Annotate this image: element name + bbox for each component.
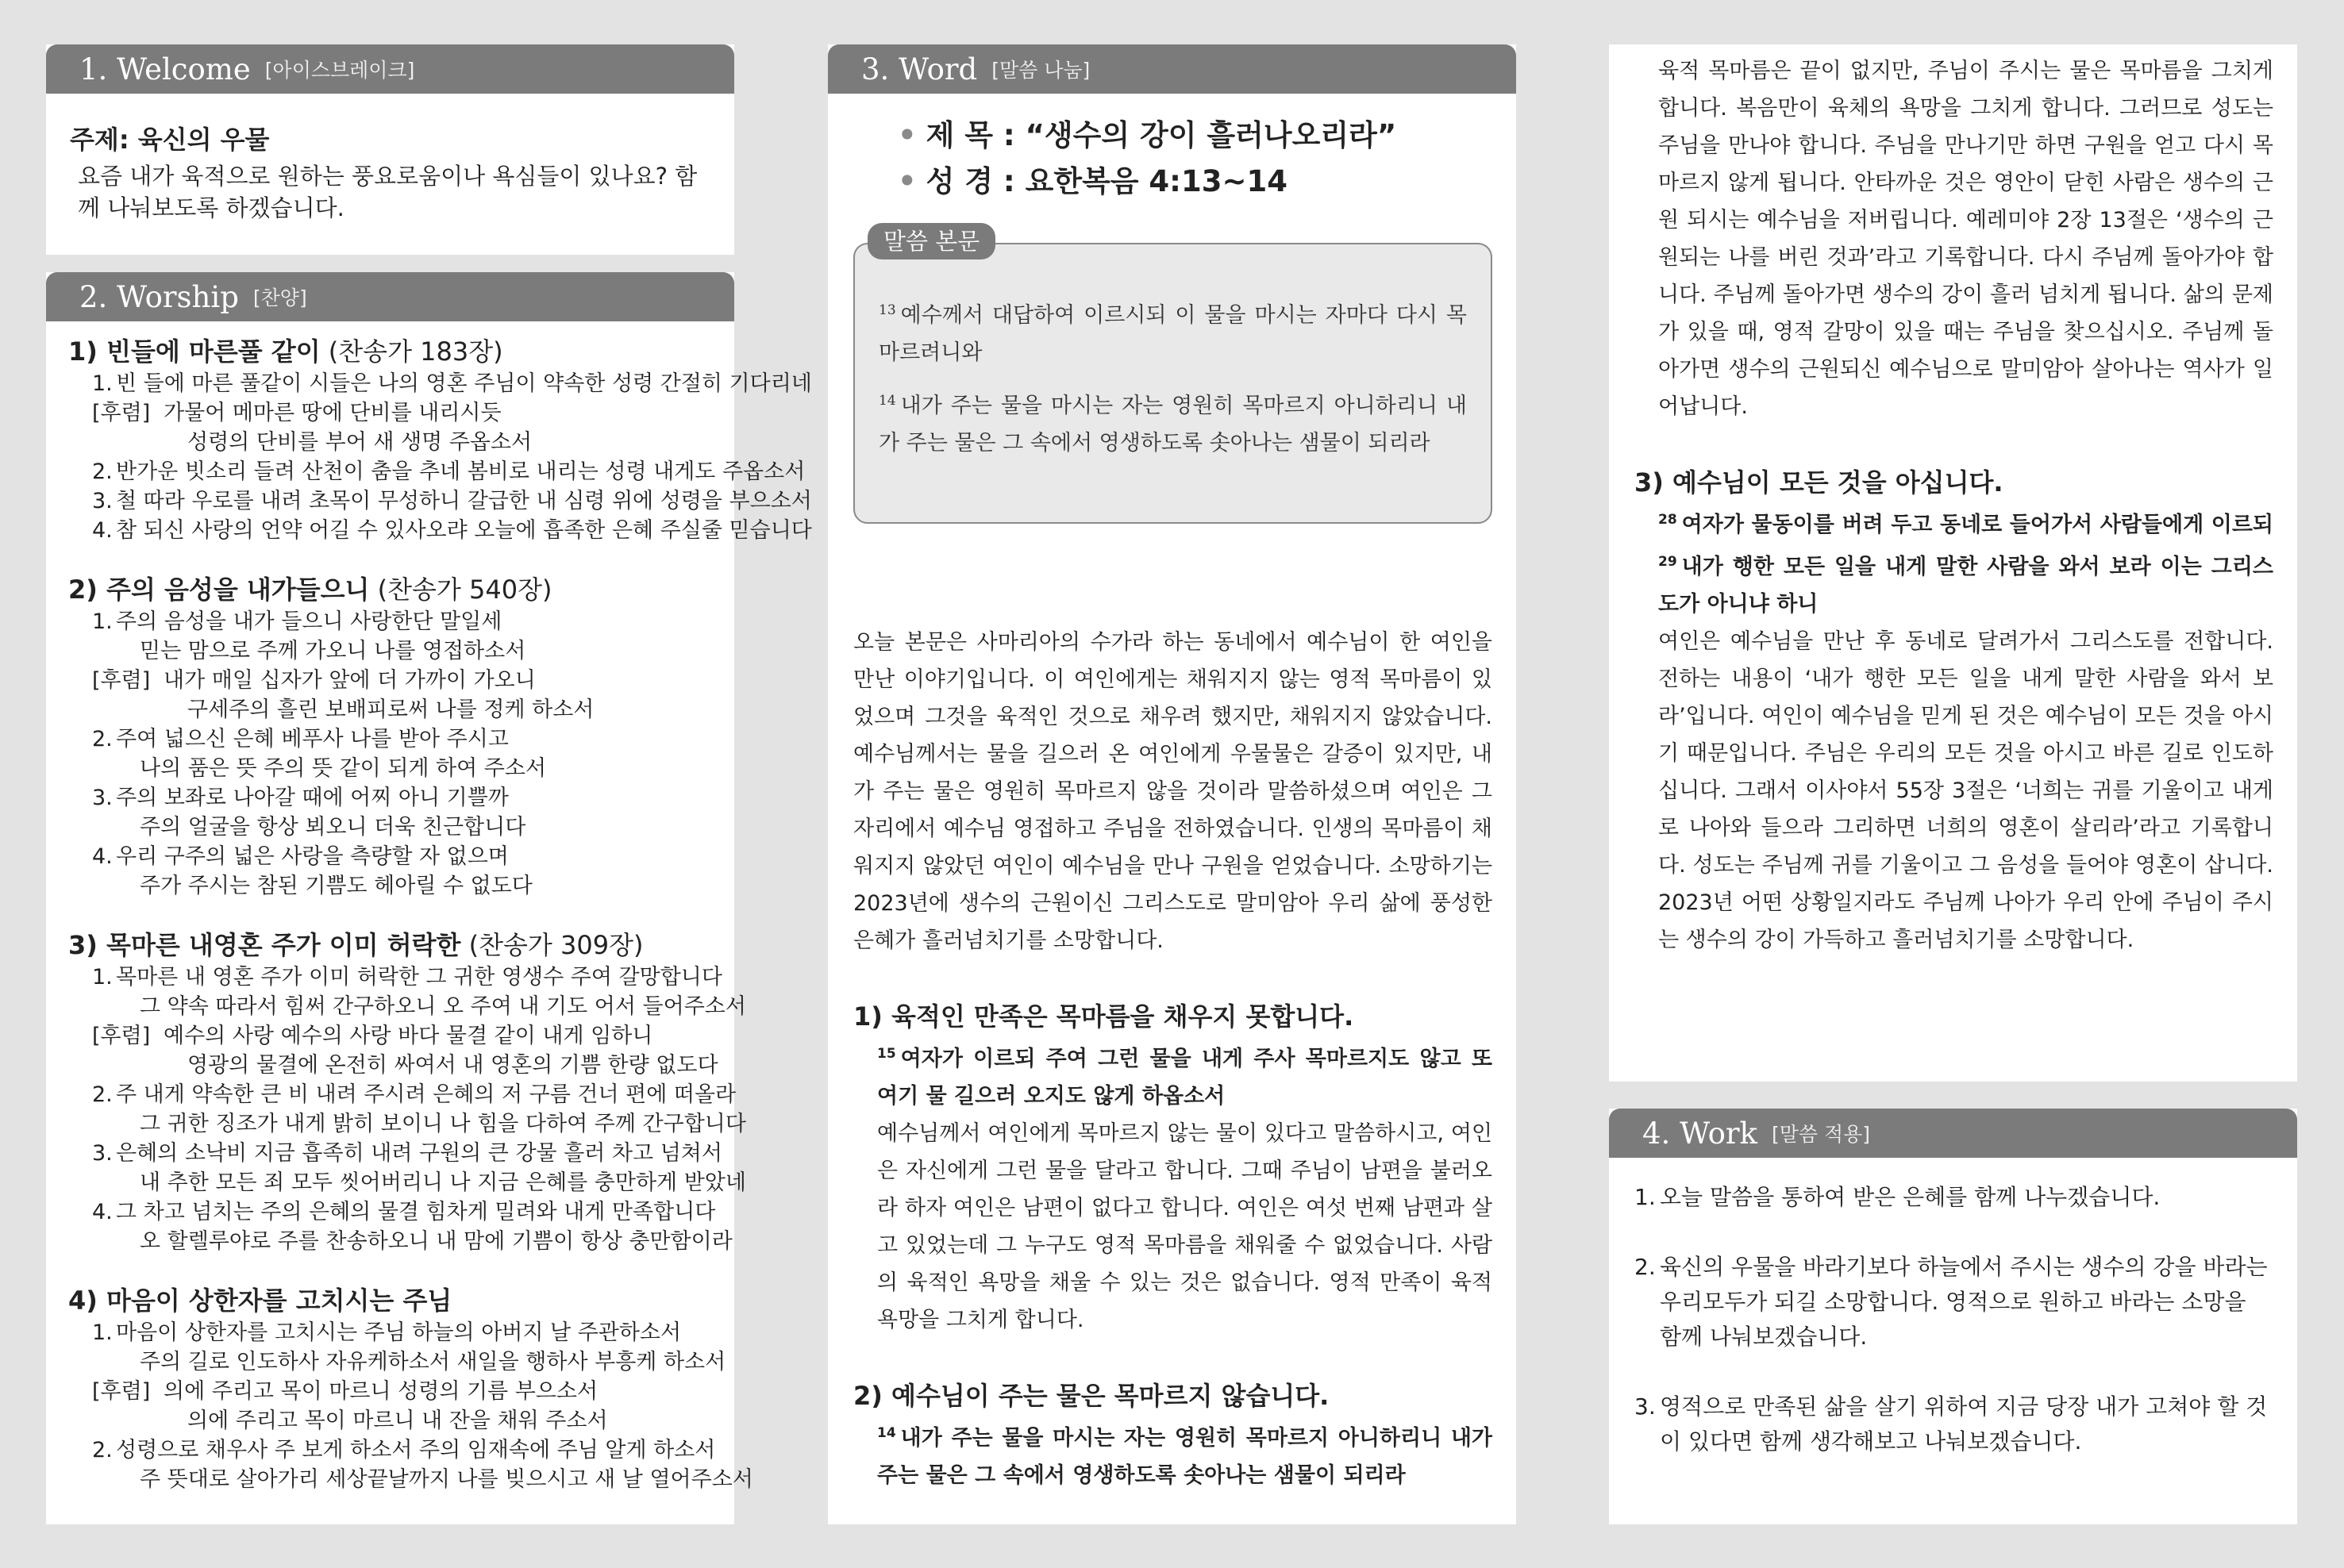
work-header [1609, 1109, 2297, 1158]
welcome-subtitle: [아이스브레이크] [264, 59, 415, 82]
lyric-line: [후렴] 가물어 메마른 땅에 단비를 내리시듯 [92, 401, 502, 425]
sermon-body [828, 624, 1516, 1494]
lyric-line: 2. 반가운 빗소리 들려 산천이 춤을 추네 봄비로 내리는 성령 내게도 주옵소서 [92, 459, 806, 484]
lyric-line: 주의 얼굴을 항상 뵈오니 더욱 친근합니다 [140, 815, 526, 840]
lyric-line: 주의 길로 인도하사 자유케하소서 새일을 행하사 부흥케 하소서 [140, 1350, 726, 1374]
work-item: 1. 오늘 말씀을 통하여 받은 은혜를 함께 나누겠습니다. [1634, 1184, 2161, 1210]
welcome-content [46, 122, 734, 224]
worship-panel [46, 272, 812, 1524]
song-title: 1) 빈들에 마른풀 같이 (찬송가 183장) [68, 336, 503, 367]
lyric-line: 3. 철 따라 우로를 내려 초목이 무성하니 갈급한 내 심령 위에 성령을 부으소서 [92, 489, 812, 513]
scripture-verse-13: $^{13}$ 예수께서 대답하여 이르시되 이 물을 마시는 자마다 다시 목마르려니와 [879, 302, 1467, 365]
song-block [68, 1283, 753, 1494]
lyric-line: 2. 주 내게 약속한 큰 비 내려 주시려 은혜의 저 구름 건너 편에 떠올라 [92, 1082, 737, 1107]
lyric-line: 1. 주의 음성을 내가 들으니 사랑한단 말일세 [92, 609, 502, 634]
lyric-line: 주 뜻대로 살아가리 세상끝날까지 나를 빚으시고 새 날 열어주소서 [140, 1467, 753, 1492]
lyric-line: 4. 우리 구주의 넓은 사랑을 측량할 자 없으며 [92, 844, 509, 869]
sermon-info [828, 113, 1516, 205]
lyric-line: 4. 그 차고 넘치는 주의 은혜의 물결 힘차게 밀려와 내게 만족합니다 [92, 1200, 716, 1224]
scripture-tag: 말씀 본문 [868, 223, 995, 259]
welcome-title: 1. Welcome [79, 52, 251, 86]
lyric-line: 4. 참 되신 사랑의 언약 어길 수 있사오랴 오늘에 흡족한 은혜 주실줄 믿습니다 [92, 518, 812, 543]
point-2-title: 2) 예수님이 주는 물은 목마르지 않습니다. [853, 1381, 1330, 1411]
point-2-quote: $^{14}$ 내가 주는 물을 마시는 자는 영원히 목마르지 아니하리니 내가 주는 물은 그 속에서 영생하도록 솟아나는 샘물이 되리라 [877, 1425, 1492, 1488]
scripture-box [853, 243, 1492, 524]
work-item: 2. 육신의 우물을 바라기보다 하늘에서 주시는 생수의 강을 바라는 우리모두가 되길 소망합니다. 영적으로 원하고 바라는 소망을 함께 나눠보겠습니다. [1634, 1254, 2268, 1350]
word-continued-content [1609, 52, 2297, 959]
lyric-line: 주가 주시는 참된 기쁨도 헤아릴 수 없도다 [140, 874, 533, 898]
lyric-line: 그 귀한 징조가 내게 밝히 보이니 나 힘을 다하여 주께 간구합니다 [140, 1112, 746, 1136]
song-title: 2) 주의 음성을 내가들으니 (찬송가 540장) [68, 575, 552, 605]
word-panel [828, 44, 1516, 1524]
sermon-title: • 제 목 : “생수의 강이 흘러나오리라” [898, 118, 1397, 152]
lyric-line: 의에 주리고 목이 마르니 내 잔을 채워 주소서 [187, 1409, 608, 1433]
scripture-reference: • 성 경 : 요한복음 4:13~14 [898, 164, 1287, 198]
lyric-line: 영광의 물결에 온전히 싸여서 내 영혼의 기쁨 한량 없도다 [187, 1053, 718, 1078]
lyric-line: 오 할렐루야로 주를 찬송하오니 내 맘에 기쁨이 항상 충만함이라 [140, 1229, 733, 1254]
worship-header [46, 272, 734, 321]
word-continued-panel [1609, 44, 2297, 1082]
work-list [1609, 1180, 2297, 1494]
scripture-verse-14: $^{14}$ 내가 주는 물을 마시는 자는 영원히 목마르지 아니하리니 내가 주는 물은 그 속에서 영생하도록 솟아나는 샘물이 되리라 [879, 393, 1467, 455]
point-3-body: 여인은 예수님을 만난 후 동네로 달려가서 그리스도를 전합니다. 전하는 내용이 ‘내가 행한 모든 일을 내게 말한 사람을 와서 보라’입니다. 여인이 예수님을 믿게 된 것은 예수님이 모든 것을 아시기 때문입니다. 주님은 우리의 모든 것을 아시고 바른 길로 인도하십니다. 그래서 이사야서 55장 3절은 ‘너희는 귀를 기울이고 내게로 나아와 들으라 그리하면 너희의 영혼이 살리라’라고 기록합니다. 성도는 주님께 귀를 기울이고 그 음성을 들어야 영혼이 삽니다. 2023년 어떤 상황일지라도 주님께 나아가 우리 안에 주님이 주시는 생수의 강이 가득하고 흘러넘치기를 소망합니다. [1658, 629, 2273, 952]
work-panel [1609, 1109, 2297, 1524]
point-1-quote: $^{15}$ 여자가 이르되 주여 그런 물을 내게 주사 목마르지도 않고 또 여기 물 길으러 오지도 않게 하옵소서 [877, 1046, 1492, 1109]
lyric-line: [후렴] 내가 매일 십자가 앞에 더 가까이 가오니 [92, 668, 536, 693]
lyric-line: 3. 은혜의 소낙비 지금 흡족히 내려 구원의 큰 강물 흘러 차고 넘쳐서 [92, 1141, 722, 1166]
lyric-line: [후렴] 의에 주리고 목이 마르니 성령의 기름 부으소서 [92, 1379, 599, 1404]
song-block [68, 572, 726, 901]
word-subtitle: [말씀 나눔] [991, 59, 1091, 82]
song-block [68, 334, 812, 545]
sermon-intro: 오늘 본문은 사마리아의 수가라 하는 동네에서 예수님이 한 여인을 만난 이야기입니다. 이 여인에게는 채워지지 않는 영적 목마름이 있었으며 그것을 육적인 것으로 채우려 했지만, 채워지지 않았습니다. 예수님께서는 물을 길으러 온 여인에게 우물물은 갈증이 있지만, 내가 주는 물은 영원히 목마르지 않을 것이라 말씀하셨으며 여인은 그 자리에서 예수님 영접하고 주님을 전하였습니다. 인생의 목마름이 채워지지 않았던 여인이 예수님을 만나 구원을 얻었습니다. 소망하기는 2023년에 생수의 근원이신 그리스도로 말미암아 우리 삶에 풍성한 은혜가 흘러넘치기를 소망합니다. [853, 630, 1492, 953]
point-1-title: 1) 육적인 만족은 목마름을 채우지 못합니다. [853, 1001, 1354, 1032]
point-3-quote: $^{28}$ 여자가 물동이를 버려 두고 동네로 들어가서 사람들에게 이르되 $^{29}$ 내가 행한 모든 일을 내게 말한 사람을 와서 보라 이는 그리스도가 아니냐 하니 [1658, 512, 2273, 617]
lyric-line: 1. 빈 들에 마른 풀같이 시들은 나의 영혼 주님이 약속한 성령 간절히 기다리네 [92, 371, 812, 396]
welcome-header [46, 44, 734, 94]
lyric-line: 1. 목마른 내 영혼 주가 이미 허락한 그 귀한 영생수 주여 갈망합니다 [92, 965, 722, 990]
lyric-line: 3. 주의 보좌로 나아갈 때에 어찌 아니 기쁠까 [92, 786, 509, 810]
point-2-body: 육적 목마름은 끝이 없지만, 주님이 주시는 물은 목마름을 그치게 합니다. 복음만이 육체의 욕망을 그치게 합니다. 그러므로 성도는 주님을 만나야 합니다. 주님을 만나기만 하면 구원을 얻고 다시 목마르지 않게 됩니다. 안타까운 것은 영안이 닫힌 사람은 생수의 근원 되시는 예수님을 저버립니다. 예레미야 2장 13절은 ‘생수의 근원되는 나를 버린 것과’라고 기록합니다. 다시 주님께 돌아가야 합니다. 주님께 돌아가면 생수의 강이 흘러 넘치게 됩니다. 삶의 문제가 있을 때, 영적 갈망이 있을 때는 주님을 찾으십시오. 주님께 돌아가면 생수의 근원되신 예수님으로 말미암아 살아나는 역사가 일어납니다. [1658, 59, 2273, 419]
word-header [828, 44, 1516, 94]
worship-title: 2. Worship [79, 279, 239, 314]
lyric-line: 2. 주여 넓으신 은혜 베푸사 나를 받아 주시고 [92, 727, 509, 751]
lyric-line: 1. 마음이 상한자를 고치시는 주님 하늘의 아버지 날 주관하소서 [92, 1320, 682, 1345]
song-list [46, 334, 812, 1521]
lyric-line: 성령의 단비를 부어 새 생명 주옵소서 [187, 430, 533, 455]
song-title: 3) 목마른 내영혼 주가 이미 허락한 (찬송가 309장) [68, 930, 644, 960]
welcome-body: 요즘 내가 육적으로 원하는 풍요로움이나 욕심들이 있나요? 함께 나눠보도록 하겠습니다. [78, 163, 698, 221]
lyric-line: [후렴] 예수의 사랑 예수의 사랑 바다 물결 같이 내게 임하니 [92, 1024, 653, 1048]
lyric-line: 구세주의 흘린 보배피로써 나를 정케 하소서 [187, 698, 595, 722]
lyric-line: 믿는 맘으로 주께 가오니 나를 영접하소서 [140, 639, 526, 663]
work-title: 4. Work [1642, 1116, 1757, 1151]
welcome-panel [46, 44, 734, 255]
worship-subtitle: [찬양] [252, 286, 307, 309]
work-subtitle: [말씀 적용] [1771, 1123, 1871, 1146]
point-3-title: 3) 예수님이 모든 것을 아십니다. [1634, 467, 2003, 498]
word-title: 3. Word [861, 52, 978, 86]
lyric-line: 나의 품은 뜻 주의 뜻 같이 되게 하여 주소서 [140, 756, 547, 781]
point-1-body: 예수님께서 여인에게 목마르지 않는 물이 있다고 말씀하시고, 여인은 자신에게 그런 물을 달라고 합니다. 그때 주님이 남편을 불러오라 하자 여인은 남편이 없다고 합니다. 여인은 여섯 번째 남편과 살고 있었는데 그 누구도 영적 목마름을 채워줄 수 없었습니다. 사람의 육적인 욕망을 채울 수 있는 것은 없습니다. 영적 만족이 육적 욕망을 그치게 합니다. [877, 1121, 1492, 1332]
scripture-text [879, 292, 1467, 462]
work-item: 3. 영적으로 만족된 삶을 살기 위하여 지금 당장 내가 고쳐야 할 것이 있다면 함께 생각해보고 나눠보겠습니다. [1634, 1393, 2268, 1455]
song-title: 4) 마음이 상한자를 고치시는 주님 [68, 1286, 452, 1316]
lyric-line: 내 추한 모든 죄 모두 씻어버리니 나 지금 은혜를 충만하게 받았네 [140, 1170, 746, 1195]
welcome-topic: 주제: 육신의 우물 [70, 125, 270, 155]
lyric-line: 그 약속 따라서 힘써 간구하오니 오 주여 내 기도 어서 들어주소서 [140, 994, 746, 1019]
song-block [68, 928, 746, 1256]
lyric-line: 2. 성령으로 채우사 주 보게 하소서 주의 임재속에 주님 알게 하소서 [92, 1438, 716, 1462]
